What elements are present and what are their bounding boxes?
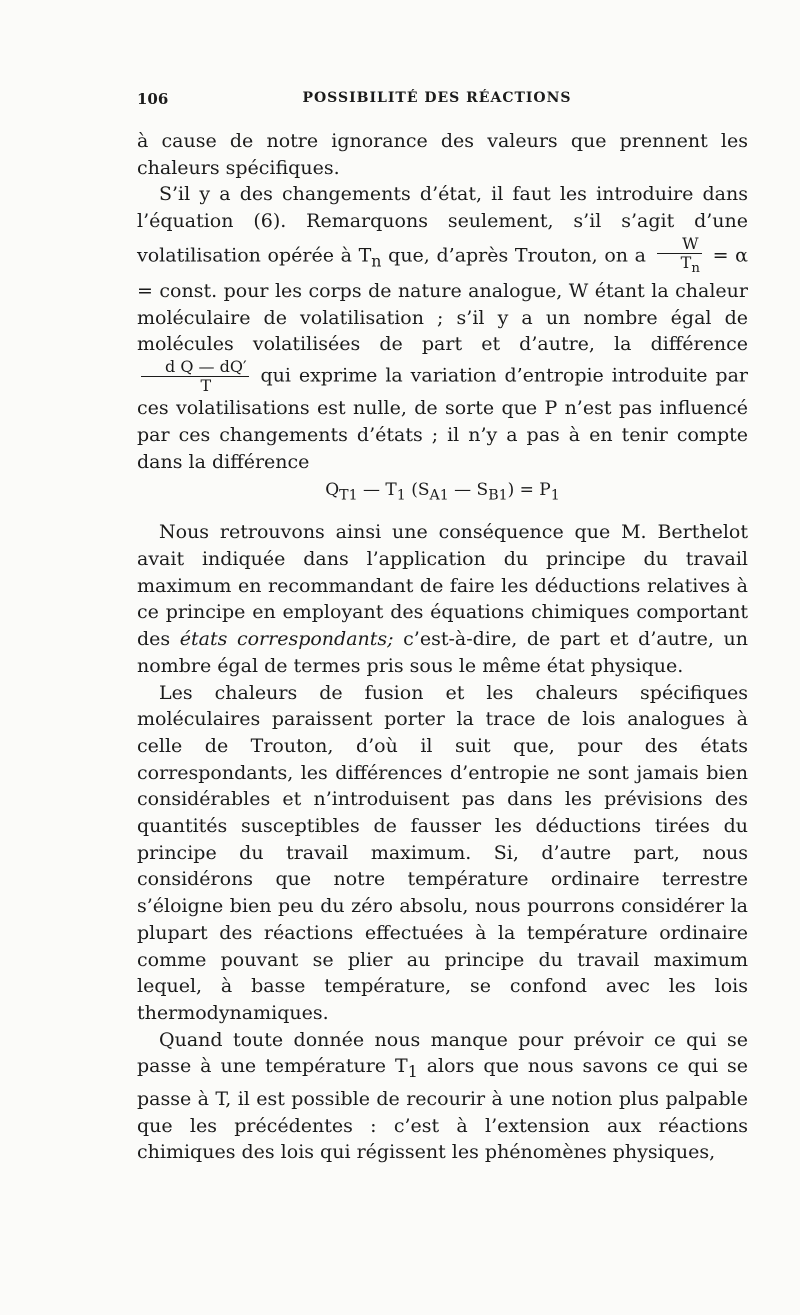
trouton-fraction: $\frac{W}{T_n}$ bbox=[657, 235, 702, 278]
paragraph-continuation: à cause de notre ignorance des valeurs que prennent les chaleurs spécifiques. bbox=[137, 130, 748, 179]
page-number: 106 bbox=[137, 90, 169, 108]
paragraph-fusion: Les chaleurs de fusion et les chaleurs spécifiques moléculaires paraissent porter la trace de lois analogues à celle de Trouton, d’où il suit que, pour des états correspondants, les différences d’entropie ne sont jamais bien considérables et n’introduisent pas dans les prévisions des quantités susceptibles de fausser les déductions tirées du principe du travail maximum. Si, d’autre part, nous considérons que notre température ordinaire terrestre s’éloigne bien peu du zéro absolu, nous pourrons considérer la plupart des réactions effectuées à la température ordinaire comme pouvant se plier au principe du travail maximum lequel, à basse température, se confond avec les lois thermodynamiques. bbox=[137, 681, 748, 1024]
paragraph-trouton: S’il y a des changements d’état, il faut les introduire dans l’équation (6). Remarquons seulement, s’il s’agit d’une volatilisation opérée à $T_n$ que, d’après Trouton, on a $\frac{W}{T_n}$ = α = const. pour les corps de nature analogue, W étant la chaleur moléculaire de volatilisation ; s’il y a un nombre égal de molécules volatilisées de part et d’autre, la différence $\frac{\text{d Q — dQ′}}{T}$ qui exprime la variation d’entropie introduite par ces volatilisations est nulle, de sorte que P n’est pas influencé par ces changements d’états ; il n’y a pas à en tenir compte dans la différence bbox=[137, 183, 748, 473]
paragraph-berthelot: Nous retrouvons ainsi une conséquence que M. Berthelot avait indiquée dans l’application du principe du travail maximum en recommandant de faire les déductions relatives à ce principe en employant des équations chimiques comportant des états correspondants; c’est-à-dire, de part et d’autre, un nombre égal de termes pris sous le même état physique. bbox=[137, 521, 748, 677]
entropy-fraction: $\frac{\text{d Q — dQ′}}{T}$ bbox=[141, 358, 249, 395]
paragraph-extension: Quand toute donnée nous manque pour prévoir ce qui se passe à une température $T_1$ alors que nous savons ce qui se passe à T, il est possible de recourir à une notion plus palpable que les précédentes : c’est à l’extension aux réactions chimiques des lois qui régissent les phénomènes physiques, bbox=[137, 1028, 748, 1164]
page-header bbox=[137, 90, 737, 120]
body-text bbox=[137, 128, 748, 1166]
formula-equation: $Q_{T1}$ — $T_1$ ($S_{A1}$ — $S_{B1}) = P_1$ bbox=[325, 480, 560, 504]
running-title: POSSIBILITÉ DES RÉACTIONS bbox=[302, 90, 572, 106]
